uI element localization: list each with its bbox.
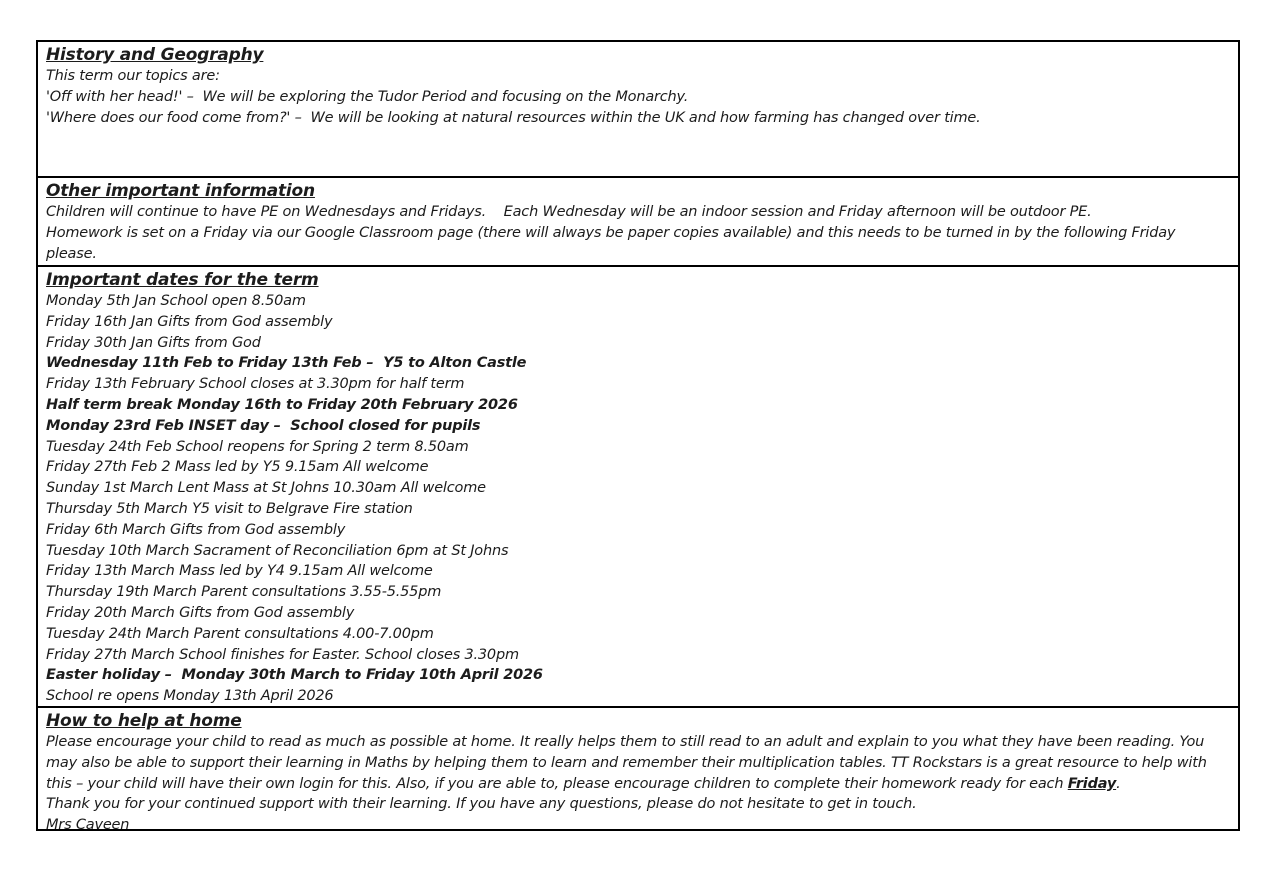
other-info-line: Homework is set on a Friday via our Google Classroom page (there will always be paper copies available) and this needs to be turned in by the following Friday please. [46,224,1180,262]
how-to-help-title: How to help at home [46,711,242,731]
date-item: Friday 30th Jan Gifts from God [46,334,261,351]
date-item: Half term break Monday 16th to Friday 20th February 2026 [46,396,518,413]
date-item: Thursday 5th March Y5 visit to Belgrave Fire station [46,500,413,517]
section-how-to-help [38,706,1238,829]
date-item: Friday 6th March Gifts from God assembly [46,521,346,538]
date-item: School re opens Monday 13th April 2026 [46,688,334,705]
date-item: Friday 16th Jan Gifts from God assembly [46,313,333,330]
date-item: Friday 13th February School closes at 3.30pm for half term [46,376,465,393]
section-history-geography [38,42,1238,176]
history-geography-title: History and Geography [46,45,264,65]
closing-line: Thank you for your continued support with their learning. If you have any questions, please do not hesitate to get in touch. [46,796,917,813]
newsletter-document [36,40,1240,831]
date-item: Friday 27th March School finishes for Easter. School closes 3.30pm [46,646,519,663]
date-item: Friday 13th March Mass led by Y4 9.15am All welcome [46,563,433,580]
date-item: Wednesday 11th Feb to Friday 13th Feb – Y5 to Alton Castle [46,355,527,372]
date-item: Thursday 19th March Parent consultations 3.55-5.55pm [46,584,442,601]
date-item: Tuesday 24th Feb School reopens for Spring 2 term 8.50am [46,438,469,455]
date-item: Monday 23rd Feb INSET day – School closed for pupils [46,417,481,434]
signature: Mrs Caveen [46,817,130,829]
date-item: Tuesday 24th March Parent consultations 4.00-7.00pm [46,625,434,642]
section-other-information [38,176,1238,265]
date-item: Easter holiday – Monday 30th March to Friday 10th April 2026 [46,667,543,684]
help-paragraph-period: . [1116,775,1121,792]
history-line: This term our topics are: [46,68,220,84]
date-item: Sunday 1st March Lent Mass at St Johns 10.30am All welcome [46,480,486,497]
history-line: 'Off with her head!' – We will be exploring the Tudor Period and focusing on the Monarchy. [46,88,689,105]
help-paragraph [46,732,1226,794]
help-paragraph-friday-emphasis: Friday [1067,775,1117,792]
date-item: Friday 20th March Gifts from God assembly [46,604,355,621]
other-information-title: Other important information [46,181,315,201]
other-info-line: Children will continue to have PE on Wednesdays and Fridays. Each Wednesday will be an indoor session and Friday afternoon will be outdoor PE. [46,204,1092,220]
date-item: Tuesday 10th March Sacrament of Reconciliation 6pm at St Johns [46,542,509,559]
date-item: Monday 5th Jan School open 8.50am [46,293,306,309]
important-dates-title: Important dates for the term [46,270,319,290]
date-item: Friday 27th Feb 2 Mass led by Y5 9.15am All welcome [46,459,429,476]
history-line: 'Where does our food come from?' – We will be looking at natural resources within the UK and how farming has changed over time. [46,109,981,126]
help-paragraph-text: Please encourage your child to read as much as possible at home. It really helps them to still read to an adult and explain to you what they have been reading. You may also be able to support their learning in Maths by helping them to learn and remember their multiplication tables. TT Rockstars is a great resource to help with this – your child will have their own login for this. Also, if you are able to, please encourage children to complete their homework ready for each [46,734,1207,792]
section-important-dates [38,265,1238,706]
